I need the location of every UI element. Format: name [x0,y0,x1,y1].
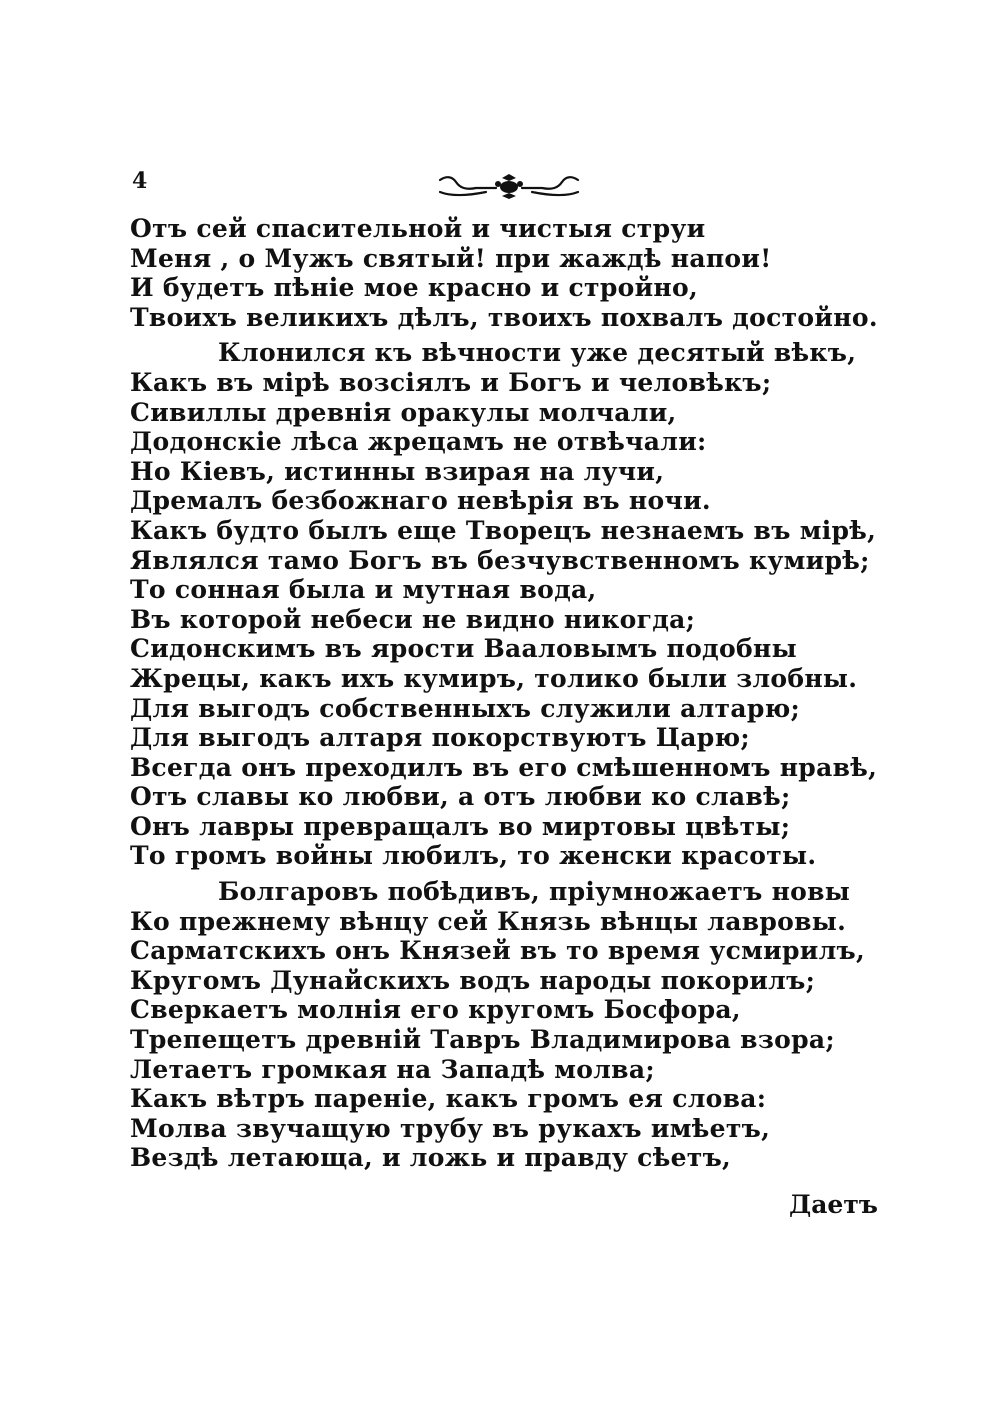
verse-line: Болгаровъ побѣдивъ, пріумножаетъ новы [218,877,851,907]
page-number: 4 [132,168,148,194]
verse-line: Дремалъ безбожнаго невѣрія въ ночи. [130,486,711,516]
verse-line: Отъ сей спасительной и чистыя струи [130,214,706,243]
verse-line: Вездѣ летающа, и ложь и правду сѣетъ, [130,1143,732,1173]
verse-line: Летаетъ громкая на Западѣ молва; [130,1054,655,1084]
verse-line: Являлся тамо Богъ въ безчувственномъ кумирѣ; [130,545,870,575]
verse-line: Сверкаетъ молнія его кругомъ Босфора, [130,995,741,1025]
printer-ornament-icon [436,172,582,200]
verse-line: Всегда онъ преходилъ въ его смѣшенномъ нравѣ, [130,752,878,782]
verse-line: Онъ лавры превращалъ во миртовы цвѣты; [130,811,791,841]
verse-line: Но Кіевъ, истинны взирая на лучи, [130,456,665,486]
verse-line: Сидонскимъ въ ярости Вааловымъ подобны [130,634,797,664]
verse-line: Жрецы, какъ ихъ кумиръ, толико были злобны. [130,663,858,693]
poem-text [130,214,890,1173]
verse-line: Кругомъ Дунайскихъ водъ народы покорилъ; [130,965,816,995]
verse-line: Ко прежнему вѣнцу сей Князь вѣнцы лавровы. [130,906,847,936]
verse-line: Твоихъ великихъ дѣлъ, твоихъ похвалъ достойно. [130,302,878,332]
verse-line: Сарматскихъ онъ Князей въ то время усмирилъ, [130,936,866,966]
stanza-2 [130,338,890,871]
verse-line: Молва звучащую трубу въ рукахъ имѣетъ, [130,1113,771,1143]
verse-line: Меня , о Мужъ святый! при жаждѣ напои! [130,243,772,273]
verse-line: Для выгодъ собственныхъ служили алтарю; [130,693,801,723]
verse-line: То сонная была и мутная вода, [130,575,597,605]
verse-line: Трепещетъ древній Тавръ Владимирова взора; [130,1025,835,1055]
verse-line: И будетъ пѣніе мое красно и стройно, [130,273,698,303]
verse-line: Какъ вѣтръ пареніе, какъ громъ ея слова: [130,1084,767,1114]
catchword: Даетъ [788,1190,878,1219]
verse-line: Додонскіе лѣса жрецамъ не отвѣчали: [130,427,707,457]
stanza-1 [130,214,890,332]
verse-line: Какъ будто былъ еще Творецъ незнаемъ въ мірѣ, [130,515,877,545]
verse-line: То громъ войны любилъ, то женски красоты. [130,841,817,871]
verse-line: Сивиллы древнія оракулы молчали, [130,397,677,427]
verse-line: Въ которой небеси не видно никогда; [130,604,696,634]
verse-line: Для выгодъ алтаря покорствуютъ Царю; [130,723,750,753]
verse-line: Отъ славы ко любви, а отъ любви ко славѣ; [130,782,791,812]
verse-line: Клонился къ вѣчности уже десятый вѣкъ, [218,338,857,368]
stanza-3 [130,877,890,1173]
verse-line: Какъ въ мірѣ возсіялъ и Богъ и человѣкъ; [130,367,772,397]
